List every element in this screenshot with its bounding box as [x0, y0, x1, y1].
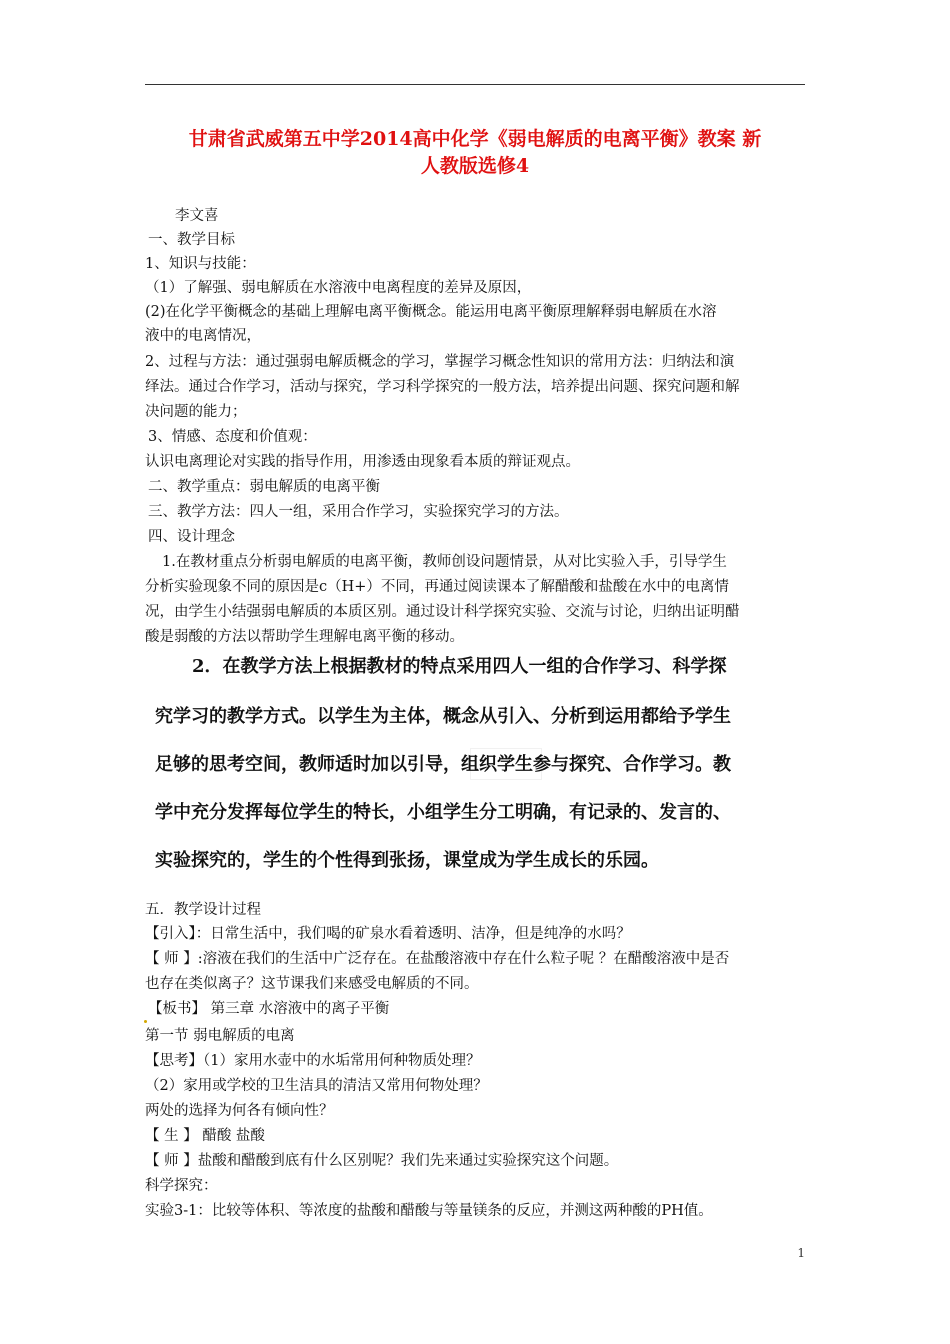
margin-dot [144, 1020, 147, 1023]
header-rule [145, 84, 805, 85]
bold-paragraph-line: 究学习的教学方式。以学生为主体，概念从引入、分析到运用都给予学生 [155, 706, 731, 727]
paragraph-line: 决问题的能力； [145, 404, 247, 420]
author: 李文喜 [175, 208, 219, 224]
paragraph-line: 认识电离理论对实践的指导作用，用渗透由现象看本质的辩证观点。 [145, 454, 580, 470]
title-line-2: 人教版选修4 [420, 155, 530, 177]
paragraph-line: （2）家用或学校的卫生洁具的清洁又常用何物处理？ [145, 1078, 488, 1094]
paragraph-line: 况，由学生小结强弱电解质的本质区别。通过设计科学探究实验、交流与讨论，归纳出证明醋 [145, 604, 740, 620]
paragraph-line: 【 师 】盐酸和醋酸到底有什么区别呢？我们先来通过实验探究这个问题。 [145, 1153, 619, 1169]
paragraph-line: 【板书】 第三章 水溶液中的离子平衡 [148, 1001, 390, 1017]
document-title [145, 126, 805, 180]
paragraph-line: 【思考】（1）家用水壶中的水垢常用何种物质处理？ [145, 1053, 481, 1069]
page-number: 1 [797, 1246, 805, 1260]
paragraph-line: 绎法。通过合作学习，活动与探究，学习科学探究的一般方法，培养提出问题、探究问题和解 [145, 379, 740, 395]
section-heading: 五．教学设计过程 [145, 902, 261, 918]
section-heading: 二、教学重点：弱电解质的电离平衡 [148, 479, 380, 495]
bold-paragraph-line: 实验探究的，学生的个性得到张扬，课堂成为学生成长的乐园。 [155, 850, 659, 871]
title-line-1: 甘肃省武威第五中学2014高中化学《弱电解质的电离平衡》教案 新 [188, 128, 762, 150]
paragraph-line: 液中的电离情况， [145, 328, 261, 344]
paragraph-line: 酸是弱酸的方法以帮助学生理解电离平衡的移动。 [145, 629, 464, 645]
section-heading: 一、教学目标 [148, 232, 235, 248]
paragraph-line: 【 生 】 醋酸 盐酸 [145, 1128, 265, 1144]
paragraph-line: 1.在教材重点分析弱电解质的电离平衡，教师创设问题情景，从对比实验入手，引导学生 [162, 554, 727, 570]
paragraph-line: 也存在类似离子？这节课我们来感受电解质的不同。 [145, 976, 479, 992]
bold-paragraph-line: 足够的思考空间，教师适时加以引导，组织学生参与探究、合作学习。教 [155, 754, 731, 775]
paragraph-line: 分析实验现象不同的原因是c（H+）不同，再通过阅读课本了解醋酸和盐酸在水中的电离情 [145, 579, 729, 595]
paragraph-line: 两处的选择为何各有倾向性？ [145, 1103, 334, 1119]
paragraph-line: （1）了解强、弱电解质在水溶液中电离程度的差异及原因， [145, 280, 532, 296]
subsection-heading: 1、知识与技能： [145, 256, 256, 272]
paragraph-line: 科学探究： [145, 1178, 218, 1194]
paragraph-line: 实验3-1：比较等体积、等浓度的盐酸和醋酸与等量镁条的反应，并测这两种酸的PH值。 [145, 1203, 713, 1219]
section-heading: 四、设计理念 [148, 529, 235, 545]
section-heading: 三、教学方法：四人一组，采用合作学习，实验探究学习的方法。 [148, 504, 569, 520]
bold-paragraph-line: 2．在教学方法上根据教材的特点采用四人一组的合作学习、科学探 [192, 656, 727, 677]
paragraph-line: (2)在化学平衡概念的基础上理解电离平衡概念。能运用电离平衡原理解释弱电解质在水溶 [145, 304, 717, 320]
subsection-heading: 3、情感、态度和价值观： [148, 429, 317, 445]
paragraph-line: 【引入】：日常生活中，我们喝的矿泉水看着透明、洁净，但是纯净的水吗？ [145, 926, 631, 942]
paragraph-line: 2、过程与方法：通过强弱电解质概念的学习，掌握学习概念性知识的常用方法：归纳法和演 [145, 354, 735, 370]
paragraph-line: 【 师 】:溶液在我们的生活中广泛存在。在盐酸溶液中存在什么粒子呢 ？在醋酸溶液中是否 [145, 951, 730, 967]
bold-paragraph-line: 学中充分发挥每位学生的特长，小组学生分工明确，有记录的、发言的、 [155, 802, 731, 823]
paragraph-line: 第一节 弱电解质的电离 [145, 1028, 295, 1044]
